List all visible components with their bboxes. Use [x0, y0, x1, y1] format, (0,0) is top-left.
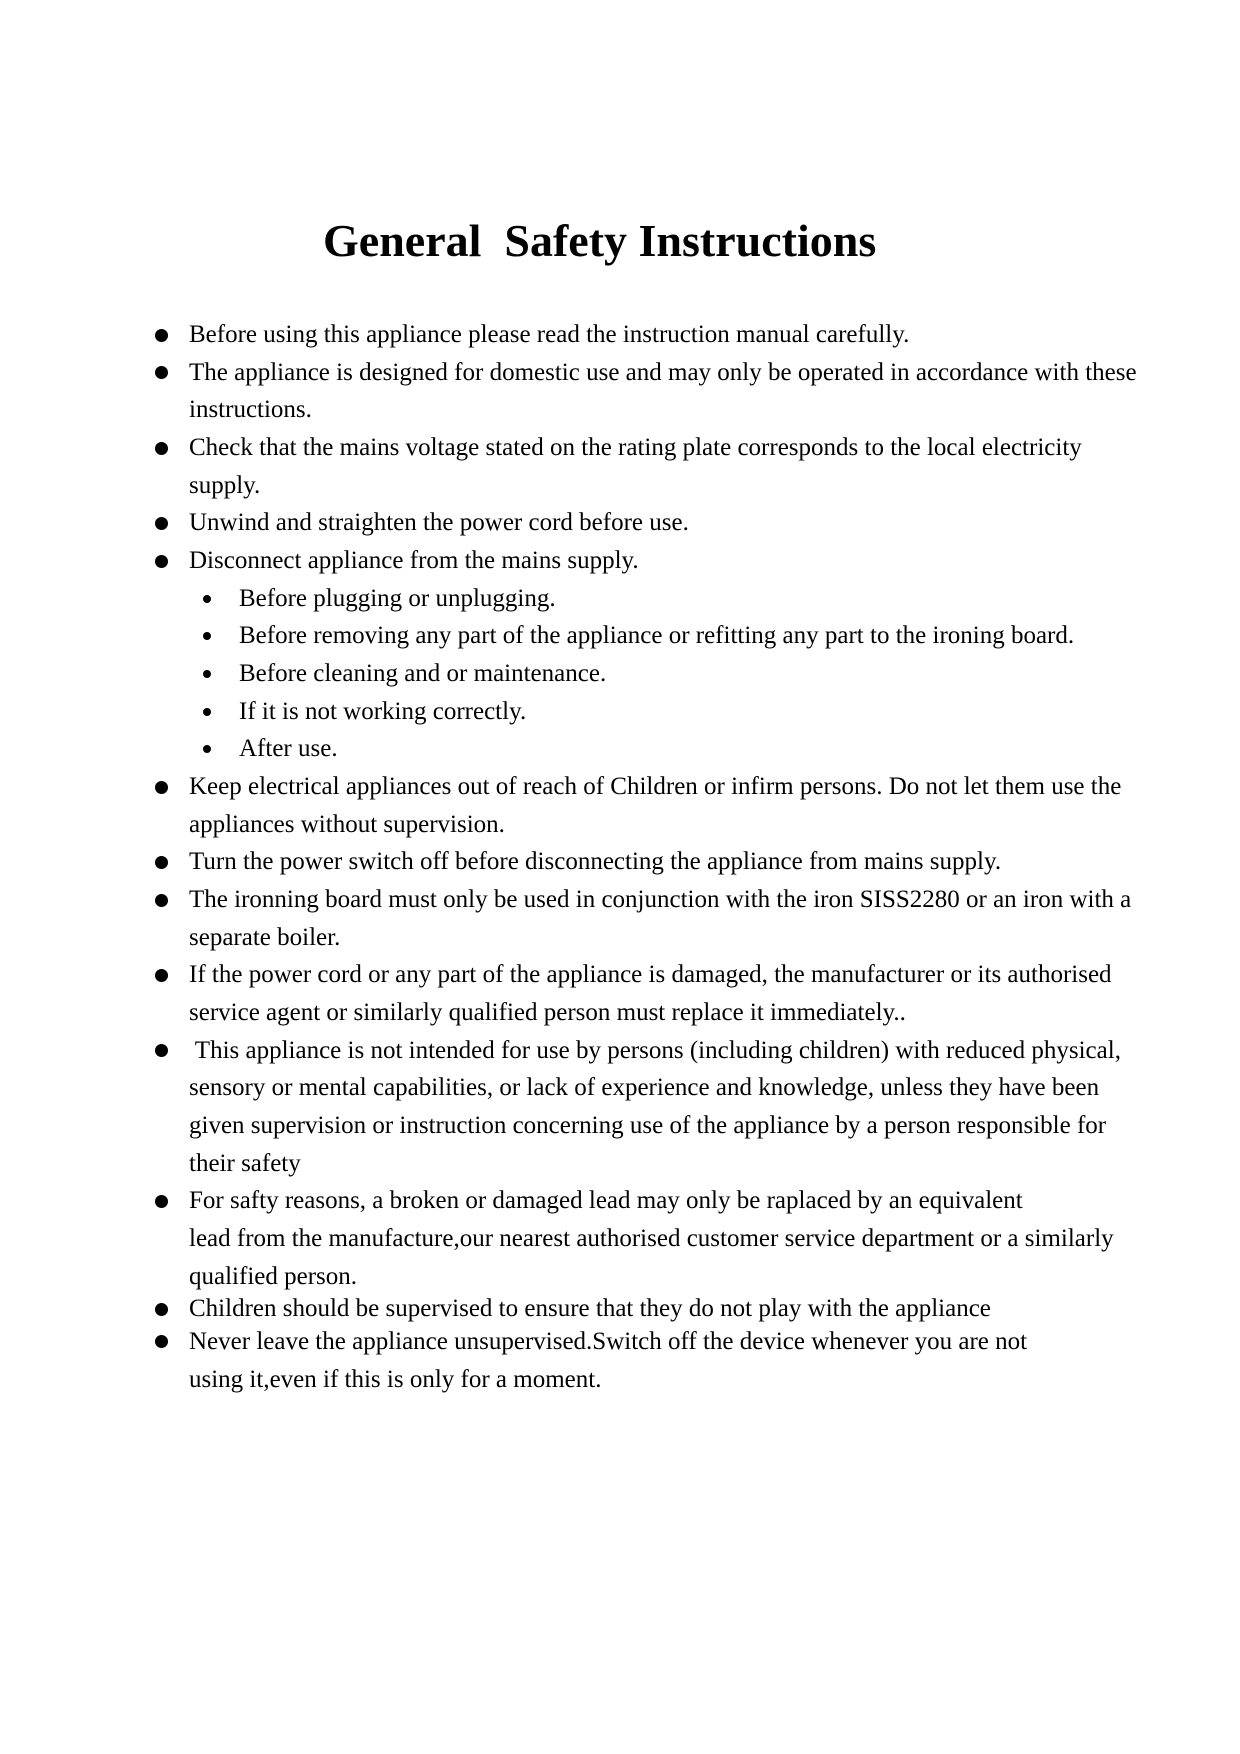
- sub-list-item-text: After use.: [239, 735, 338, 763]
- list-item-text: appliances without supervision.: [189, 810, 505, 838]
- list-item: [0, 542, 1240, 768]
- list-item: [0, 504, 1240, 542]
- list-item-text: For safty reasons, a broken or damaged lead may only be raplaced by an equivalent: [189, 1187, 1023, 1215]
- bullet-icon: [155, 969, 168, 982]
- list-item: [0, 881, 1240, 956]
- list-item-text: service agent or similarly qualified person must replace it immediately..: [189, 999, 906, 1027]
- small-bullet-icon: [203, 708, 211, 716]
- list-item-text: This appliance is not intended for use by persons (including children) with reduced physical,: [189, 1036, 1121, 1064]
- sub-list-item-text: If it is not working correctly.: [239, 697, 527, 725]
- sub-list-item-text: Before cleaning and or maintenance.: [239, 660, 607, 688]
- list-item-text: sensory or mental capabilities, or lack of experience and knowledge, unless they have been: [189, 1074, 1100, 1102]
- list-item-text: Before using this appliance please read the instruction manual carefully.: [189, 321, 910, 348]
- sub-list-item-text: Before removing any part of the appliance or refitting any part to the ironing board.: [239, 622, 1075, 650]
- list-item-text: Unwind and straighten the power cord before use.: [189, 509, 689, 537]
- sub-list-item: [0, 655, 1240, 693]
- bullet-icon: [155, 856, 168, 869]
- list-item-text: given supervision or instruction concerning use of the appliance by a person responsible for: [189, 1112, 1107, 1140]
- bullet-icon: [155, 1303, 168, 1316]
- list-item-text: separate boiler.: [189, 923, 341, 951]
- bullet-icon: [155, 329, 168, 342]
- bullet-icon: [155, 1195, 168, 1208]
- sub-list-item: [0, 693, 1240, 731]
- sub-list-item: [0, 730, 1240, 768]
- list-item: [0, 1323, 1240, 1398]
- list-item: [0, 354, 1240, 429]
- list-item-text: If the power cord or any part of the appliance is damaged, the manufacturer or its authorised: [189, 961, 1112, 989]
- list-item-text: The appliance is designed for domestic use and may only be operated in accordance with these: [189, 358, 1137, 386]
- bullet-icon: [155, 555, 168, 568]
- list-item-text: Check that the mains voltage stated on the rating plate corresponds to the local electricity: [189, 434, 1082, 462]
- sub-list-item-text: Before plugging or unplugging.: [239, 584, 556, 612]
- list-item-text: Disconnect appliance from the mains supply.: [189, 547, 639, 575]
- list-item-text: their safety: [189, 1149, 301, 1177]
- page-title: General Safety Instructions: [323, 215, 877, 266]
- list-item-text: instructions.: [189, 396, 312, 424]
- list-item: [0, 316, 1240, 354]
- bullet-icon: [155, 517, 168, 530]
- list-item: [0, 956, 1240, 1031]
- list-item: [0, 768, 1240, 843]
- small-bullet-icon: [203, 595, 211, 603]
- bullet-icon: [155, 781, 168, 794]
- sub-list-item: [0, 580, 1240, 618]
- small-bullet-icon: [203, 670, 211, 678]
- list-item-text: The ironning board must only be used in conjunction with the iron SISS2280 or an iron with a: [189, 886, 1132, 914]
- list-item-text: Keep electrical appliances out of reach of Children or infirm persons. Do not let them use the: [189, 773, 1122, 801]
- bullet-icon: [155, 442, 168, 455]
- list-item-text: lead from the manufacture,our nearest authorised customer service department or a similarly: [189, 1225, 1114, 1253]
- safety-instructions-list: [0, 316, 1240, 1398]
- list-item: [0, 429, 1240, 504]
- list-item-text: Children should be supervised to ensure that they do not play with the appliance: [189, 1295, 991, 1323]
- list-item-text: using it,even if this is only for a moment.: [189, 1365, 602, 1393]
- list-item-text: Turn the power switch off before disconnecting the appliance from mains supply.: [189, 848, 1002, 876]
- bullet-icon: [155, 894, 168, 907]
- sub-list-item: [0, 617, 1240, 655]
- list-item: [0, 1182, 1240, 1295]
- list-item-text: supply.: [189, 471, 261, 499]
- list-item: [0, 1032, 1240, 1183]
- list-item-text: qualified person.: [189, 1262, 358, 1290]
- list-item-text: Never leave the appliance unsupervised.Switch off the device whenever you are not: [189, 1327, 1028, 1355]
- list-item: [0, 843, 1240, 881]
